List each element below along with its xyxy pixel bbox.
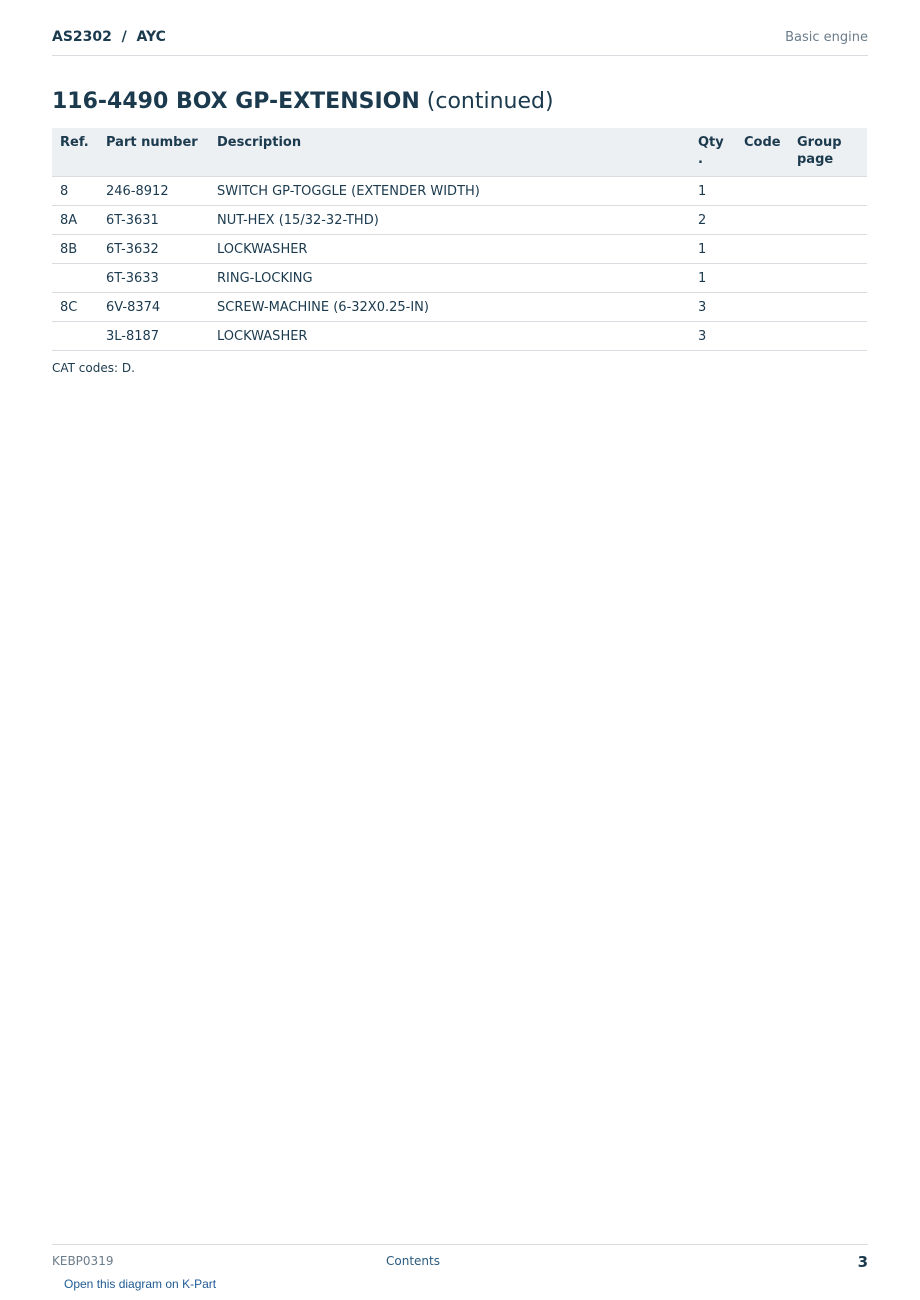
cell-code — [736, 322, 789, 351]
cell-group-page — [789, 293, 867, 322]
page-header — [52, 28, 868, 56]
cell-description: SCREW-MACHINE (6-32X0.25-IN) — [209, 293, 690, 322]
cell-part-number: 246-8912 — [98, 177, 209, 206]
parts-table — [52, 128, 867, 351]
cell-part-number: 6T-3633 — [98, 264, 209, 293]
cell-ref: 8A — [52, 206, 98, 235]
cell-qty: 3 — [690, 293, 736, 322]
cell-description: LOCKWASHER — [209, 235, 690, 264]
cell-ref: 8B — [52, 235, 98, 264]
cell-group-page — [789, 264, 867, 293]
col-ref-header: Ref. — [52, 128, 98, 177]
footer-doc-code: KEBP0319 — [52, 1254, 114, 1268]
cell-qty: 1 — [690, 235, 736, 264]
document-id: AS2302 / AYC — [52, 29, 166, 45]
section-name: Basic engine — [785, 30, 868, 45]
page-title — [52, 89, 554, 114]
cell-group-page — [789, 322, 867, 351]
table-header — [52, 128, 867, 177]
cell-description: SWITCH GP-TOGGLE (EXTENDER WIDTH) — [209, 177, 690, 206]
cell-code — [736, 293, 789, 322]
title-suffix: (continued) — [419, 89, 554, 114]
cell-code — [736, 235, 789, 264]
cell-description: RING-LOCKING — [209, 264, 690, 293]
cell-qty: 1 — [690, 177, 736, 206]
table-row — [52, 235, 867, 264]
open-kpart-link[interactable]: Open this diagram on K-Part — [64, 1277, 217, 1291]
cell-code — [736, 264, 789, 293]
cell-ref: 8C — [52, 293, 98, 322]
cell-ref: 8 — [52, 177, 98, 206]
cell-ref — [52, 264, 98, 293]
table-row — [52, 264, 867, 293]
col-group-page-header: Group page — [789, 128, 867, 177]
cell-description: LOCKWASHER — [209, 322, 690, 351]
cell-qty: 3 — [690, 322, 736, 351]
cell-part-number: 6T-3631 — [98, 206, 209, 235]
col-part-number-header: Part number — [98, 128, 209, 177]
page-footer — [52, 1244, 868, 1275]
table-body — [52, 177, 867, 351]
table-row — [52, 206, 867, 235]
table-row — [52, 322, 867, 351]
cell-qty: 2 — [690, 206, 736, 235]
table-row — [52, 177, 867, 206]
col-qty-header: Qty . — [690, 128, 736, 177]
col-description-header: Description — [209, 128, 690, 177]
title-main: 116-4490 BOX GP-EXTENSION — [52, 89, 420, 114]
cell-group-page — [789, 206, 867, 235]
cell-part-number: 6V-8374 — [98, 293, 209, 322]
col-code-header: Code — [736, 128, 789, 177]
cell-code — [736, 206, 789, 235]
cell-ref — [52, 322, 98, 351]
cell-part-number: 3L-8187 — [98, 322, 209, 351]
table-header-row — [52, 128, 867, 177]
table-row — [52, 293, 867, 322]
cell-group-page — [789, 235, 867, 264]
cell-part-number: 6T-3632 — [98, 235, 209, 264]
cell-code — [736, 177, 789, 206]
cell-description: NUT-HEX (15/32-32-THD) — [209, 206, 690, 235]
page-number: 3 — [857, 1253, 868, 1271]
cell-group-page — [789, 177, 867, 206]
cat-codes-note: CAT codes: D. — [52, 361, 135, 375]
contents-link[interactable]: Contents — [386, 1254, 440, 1268]
cell-qty: 1 — [690, 264, 736, 293]
